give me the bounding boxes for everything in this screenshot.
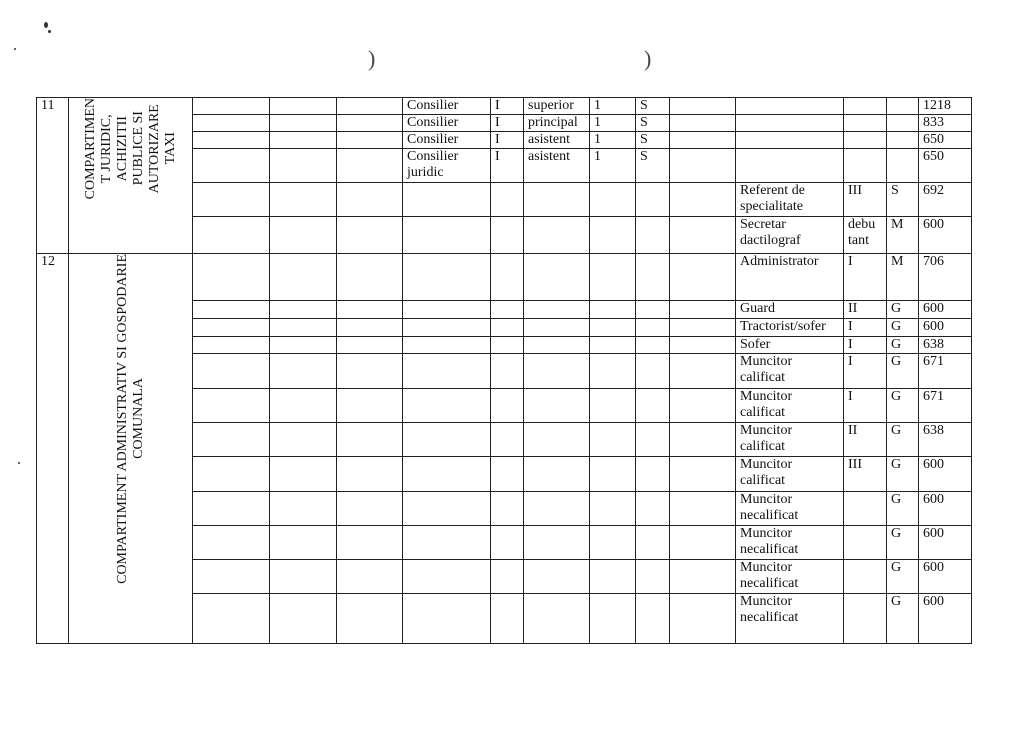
execution-studies [887,115,919,132]
position-function [403,526,491,560]
execution-function: Muncitor calificat [736,457,844,492]
execution-studies: G [887,423,919,457]
empty-cell [193,560,270,594]
position-step [590,301,636,319]
execution-studies [887,149,919,183]
empty-cell [270,183,337,217]
empty-cell [193,132,270,149]
empty-cell [193,354,270,389]
position-function [403,423,491,457]
position-step: 1 [590,98,636,115]
empty-cell [670,389,736,423]
salary-value: 1218 [919,98,972,115]
salary-value: 600 [919,319,972,337]
position-function: Consilier [403,115,491,132]
execution-grade: I [844,389,887,423]
empty-cell [270,354,337,389]
position-step [590,423,636,457]
position-function: Consilier [403,132,491,149]
empty-cell [270,98,337,115]
empty-cell [193,301,270,319]
empty-cell [337,526,403,560]
position-function: Consilier juridic [403,149,491,183]
execution-grade: III [844,183,887,217]
position-studies [636,423,670,457]
position-grade [524,492,590,526]
empty-cell [337,389,403,423]
execution-function: Muncitor calificat [736,423,844,457]
position-function [403,457,491,492]
salary-value: 600 [919,560,972,594]
position-studies [636,354,670,389]
empty-cell [337,115,403,132]
execution-grade [844,526,887,560]
execution-grade [844,492,887,526]
empty-cell [193,492,270,526]
position-studies [636,254,670,301]
staff-table [36,97,972,644]
position-class [491,254,524,301]
position-function [403,389,491,423]
execution-function: Muncitor necalificat [736,560,844,594]
empty-cell [193,337,270,354]
position-grade [524,354,590,389]
execution-function: Muncitor calificat [736,354,844,389]
empty-cell [270,254,337,301]
position-studies: S [636,98,670,115]
empty-cell [270,301,337,319]
position-grade [524,217,590,254]
position-class: I [491,115,524,132]
position-grade [524,319,590,337]
position-grade [524,457,590,492]
empty-cell [337,457,403,492]
execution-grade [844,132,887,149]
empty-cell [193,594,270,644]
salary-value: 833 [919,115,972,132]
position-studies [636,217,670,254]
empty-cell [670,217,736,254]
empty-cell [337,254,403,301]
position-step [590,389,636,423]
empty-cell [270,149,337,183]
empty-cell [193,217,270,254]
salary-value: 600 [919,217,972,254]
empty-cell [337,132,403,149]
position-function [403,337,491,354]
empty-cell [670,560,736,594]
execution-function: Tractorist/sofer [736,319,844,337]
execution-studies: G [887,319,919,337]
empty-cell [670,354,736,389]
execution-function: Muncitor calificat [736,389,844,423]
execution-grade: III [844,457,887,492]
execution-studies: G [887,492,919,526]
position-class [491,457,524,492]
position-grade [524,337,590,354]
execution-grade: II [844,423,887,457]
position-studies: S [636,149,670,183]
empty-cell [270,457,337,492]
empty-cell [337,423,403,457]
position-class [491,301,524,319]
scan-speck [14,48,16,50]
empty-cell [337,149,403,183]
empty-cell [670,149,736,183]
execution-grade [844,98,887,115]
department-name-cell [69,254,193,644]
empty-cell [270,115,337,132]
execution-studies: M [887,217,919,254]
position-studies [636,301,670,319]
salary-value: 600 [919,594,972,644]
position-class [491,560,524,594]
position-class [491,319,524,337]
execution-function: Muncitor necalificat [736,526,844,560]
execution-grade [844,560,887,594]
empty-cell [193,319,270,337]
position-step [590,457,636,492]
empty-cell [670,457,736,492]
scan-speck [44,22,48,28]
empty-cell [670,254,736,301]
position-step: 1 [590,132,636,149]
position-function: Consilier [403,98,491,115]
position-class [491,594,524,644]
execution-grade: I [844,354,887,389]
empty-cell [193,98,270,115]
salary-value: 600 [919,457,972,492]
position-studies [636,337,670,354]
department-name: COMPARTIMENT ADMINISTRATIV SI GOSPODARIE COMUNALA [114,254,146,584]
execution-function [736,98,844,115]
position-grade [524,389,590,423]
position-function [403,492,491,526]
position-step [590,254,636,301]
empty-cell [670,319,736,337]
position-step [590,183,636,217]
position-function [403,560,491,594]
position-studies [636,594,670,644]
execution-grade [844,149,887,183]
position-studies [636,526,670,560]
execution-studies: G [887,526,919,560]
empty-cell [270,594,337,644]
empty-cell [270,132,337,149]
position-class: I [491,149,524,183]
empty-cell [193,149,270,183]
empty-cell [337,301,403,319]
execution-grade [844,594,887,644]
position-function [403,594,491,644]
position-grade [524,560,590,594]
empty-cell [670,492,736,526]
execution-grade: I [844,254,887,301]
position-function [403,254,491,301]
punch-hole-mark: ) [644,46,652,71]
salary-value: 600 [919,526,972,560]
empty-cell [270,492,337,526]
empty-cell [337,354,403,389]
position-function [403,183,491,217]
empty-cell [337,319,403,337]
execution-studies [887,98,919,115]
execution-function: Guard [736,301,844,319]
empty-cell [270,319,337,337]
punch-hole-mark: ) [368,46,376,71]
execution-studies: G [887,560,919,594]
position-class [491,337,524,354]
table-row [37,98,972,115]
position-class: I [491,132,524,149]
execution-grade: II [844,301,887,319]
position-function [403,319,491,337]
empty-cell [670,526,736,560]
empty-cell [193,423,270,457]
empty-cell [193,526,270,560]
execution-grade [844,115,887,132]
execution-studies: M [887,254,919,301]
empty-cell [670,183,736,217]
position-class [491,423,524,457]
section-number: 11 [37,98,69,254]
empty-cell [670,594,736,644]
position-step [590,354,636,389]
execution-studies: G [887,389,919,423]
execution-function: Referent de specialitate [736,183,844,217]
execution-function: Secretar dactilograf [736,217,844,254]
position-grade: principal [524,115,590,132]
position-step [590,217,636,254]
execution-grade: I [844,337,887,354]
position-studies [636,560,670,594]
salary-value: 638 [919,337,972,354]
execution-grade: debu tant [844,217,887,254]
empty-cell [337,337,403,354]
empty-cell [670,98,736,115]
scan-speck [48,30,51,33]
position-grade [524,183,590,217]
empty-cell [193,457,270,492]
empty-cell [337,492,403,526]
table-row [37,254,972,301]
empty-cell [193,389,270,423]
position-function [403,217,491,254]
empty-cell [270,217,337,254]
section-number: 12 [37,254,69,644]
position-step [590,560,636,594]
position-studies: S [636,132,670,149]
position-step [590,526,636,560]
position-function [403,354,491,389]
position-step [590,319,636,337]
scan-speck [18,462,20,464]
position-step [590,337,636,354]
empty-cell [270,423,337,457]
empty-cell [670,423,736,457]
position-grade: asistent [524,132,590,149]
execution-function: Sofer [736,337,844,354]
position-studies [636,389,670,423]
position-grade [524,423,590,457]
empty-cell [270,560,337,594]
empty-cell [270,389,337,423]
empty-cell [670,337,736,354]
salary-value: 692 [919,183,972,217]
empty-cell [193,115,270,132]
empty-cell [670,132,736,149]
position-grade [524,594,590,644]
execution-studies: G [887,594,919,644]
salary-value: 650 [919,132,972,149]
empty-cell [670,115,736,132]
position-grade [524,301,590,319]
position-grade [524,254,590,301]
position-step [590,594,636,644]
position-grade: asistent [524,149,590,183]
execution-studies: G [887,354,919,389]
position-class [491,354,524,389]
position-grade: superior [524,98,590,115]
empty-cell [337,560,403,594]
position-grade [524,526,590,560]
position-class: I [491,98,524,115]
position-class [491,389,524,423]
position-step: 1 [590,149,636,183]
execution-studies: G [887,301,919,319]
empty-cell [193,254,270,301]
position-class [491,526,524,560]
salary-value: 671 [919,389,972,423]
execution-function: Muncitor necalificat [736,594,844,644]
salary-value: 600 [919,301,972,319]
position-studies [636,183,670,217]
position-function [403,301,491,319]
execution-studies [887,132,919,149]
salary-value: 638 [919,423,972,457]
salary-value: 650 [919,149,972,183]
position-studies [636,457,670,492]
position-studies [636,319,670,337]
execution-function [736,132,844,149]
department-name-cell [69,98,193,254]
execution-function [736,149,844,183]
position-studies: S [636,115,670,132]
execution-function: Administrator [736,254,844,301]
empty-cell [270,337,337,354]
position-class [491,183,524,217]
execution-function: Muncitor necalificat [736,492,844,526]
execution-grade: I [844,319,887,337]
execution-studies: S [887,183,919,217]
empty-cell [670,301,736,319]
position-studies [636,492,670,526]
salary-value: 600 [919,492,972,526]
salary-value: 671 [919,354,972,389]
position-step [590,492,636,526]
execution-studies: G [887,457,919,492]
empty-cell [337,183,403,217]
execution-function [736,115,844,132]
position-step: 1 [590,115,636,132]
empty-cell [193,183,270,217]
position-class [491,217,524,254]
salary-value: 706 [919,254,972,301]
empty-cell [337,98,403,115]
position-class [491,492,524,526]
execution-studies: G [887,337,919,354]
empty-cell [270,526,337,560]
empty-cell [337,594,403,644]
empty-cell [337,217,403,254]
department-name: COMPARTIMEN T JURIDIC, ACHIZITII PUBLICE SI AUTORIZARE TAXI [82,98,178,200]
